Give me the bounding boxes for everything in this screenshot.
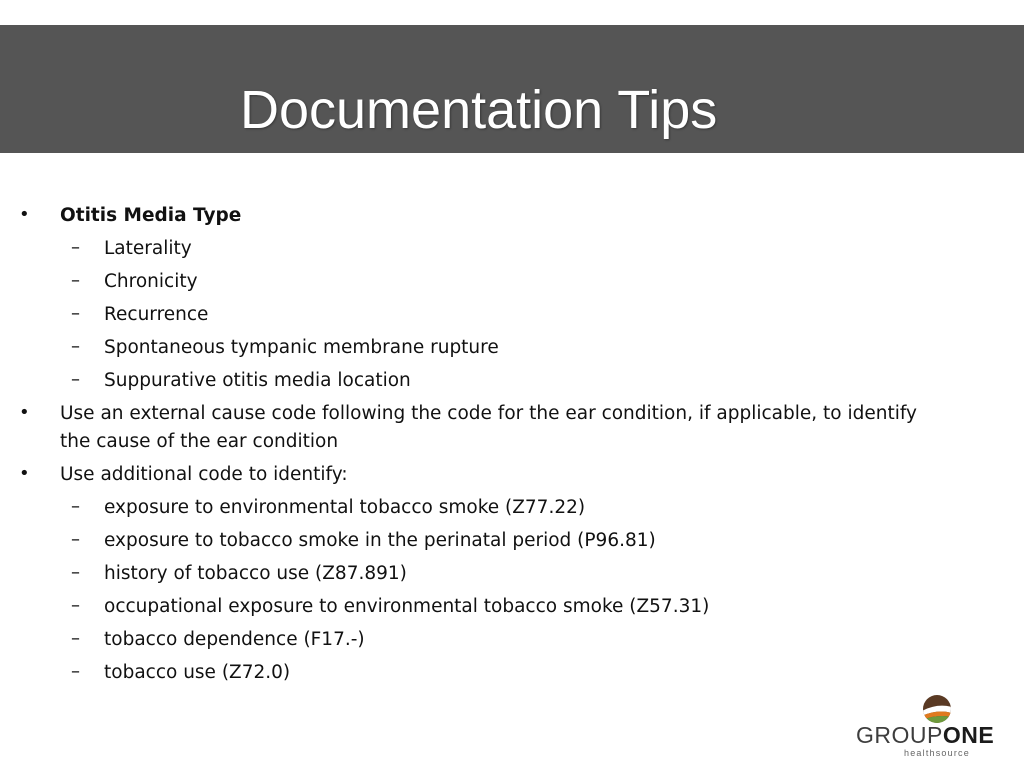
dash-icon: – xyxy=(71,237,80,258)
list-item xyxy=(0,235,1024,268)
bullet-icon: • xyxy=(19,204,30,225)
list-item-text: tobacco use (Z72.0) xyxy=(104,662,291,683)
list-item-text: Laterality xyxy=(104,238,192,259)
logo-word-group: GROUP xyxy=(856,722,943,748)
dash-icon: – xyxy=(71,661,80,682)
list-item-text: Otitis Media Type xyxy=(60,205,242,226)
list-item-text: tobacco dependence (F17.-) xyxy=(104,629,365,650)
list-item xyxy=(0,560,1024,593)
list-item-text: Use additional code to identify: xyxy=(60,464,348,485)
list-item-text: occupational exposure to environmental tobacco smoke (Z57.31) xyxy=(104,596,710,617)
list-item xyxy=(0,494,1024,527)
dash-icon: – xyxy=(71,303,80,324)
list-item-text: Chronicity xyxy=(104,271,198,292)
list-item-text: exposure to environmental tobacco smoke (Z77.22) xyxy=(104,497,586,518)
list-item-text: exposure to tobacco smoke in the perinatal period (P96.81) xyxy=(104,530,656,551)
list-item xyxy=(0,202,1024,235)
list-item xyxy=(0,301,1024,334)
list-item xyxy=(0,400,1024,461)
logo-tagline: healthsource xyxy=(904,748,970,758)
dash-icon: – xyxy=(71,369,80,390)
dash-icon: – xyxy=(71,628,80,649)
list-item xyxy=(0,527,1024,560)
list-item-text: Spontaneous tympanic membrane rupture xyxy=(104,337,499,358)
list-item xyxy=(0,334,1024,367)
list-item xyxy=(0,626,1024,659)
list-item-text: Recurrence xyxy=(104,304,209,325)
slide-title: Documentation Tips xyxy=(240,80,718,140)
list-item xyxy=(0,659,1024,692)
dash-icon: – xyxy=(71,529,80,550)
bullet-icon: • xyxy=(19,463,30,484)
list-item xyxy=(0,461,1024,494)
bullet-list xyxy=(0,202,1024,692)
list-item xyxy=(0,367,1024,400)
dash-icon: – xyxy=(71,270,80,291)
list-item-text: Suppurative otitis media location xyxy=(104,370,411,391)
list-item xyxy=(0,268,1024,301)
list-item-text: history of tobacco use (Z87.891) xyxy=(104,563,407,584)
company-logo xyxy=(856,694,1020,762)
dash-icon: – xyxy=(71,336,80,357)
dash-icon: – xyxy=(71,496,80,517)
dash-icon: – xyxy=(71,595,80,616)
logo-globe-icon xyxy=(922,694,952,724)
list-item xyxy=(0,593,1024,626)
logo-wordmark xyxy=(856,722,994,749)
bullet-icon: • xyxy=(19,402,30,423)
dash-icon: – xyxy=(71,562,80,583)
list-item-text: Use an external cause code following the code for the ear condition, if applicable, to identify the cause of the ear condition xyxy=(60,403,918,452)
logo-word-one: ONE xyxy=(942,722,995,748)
